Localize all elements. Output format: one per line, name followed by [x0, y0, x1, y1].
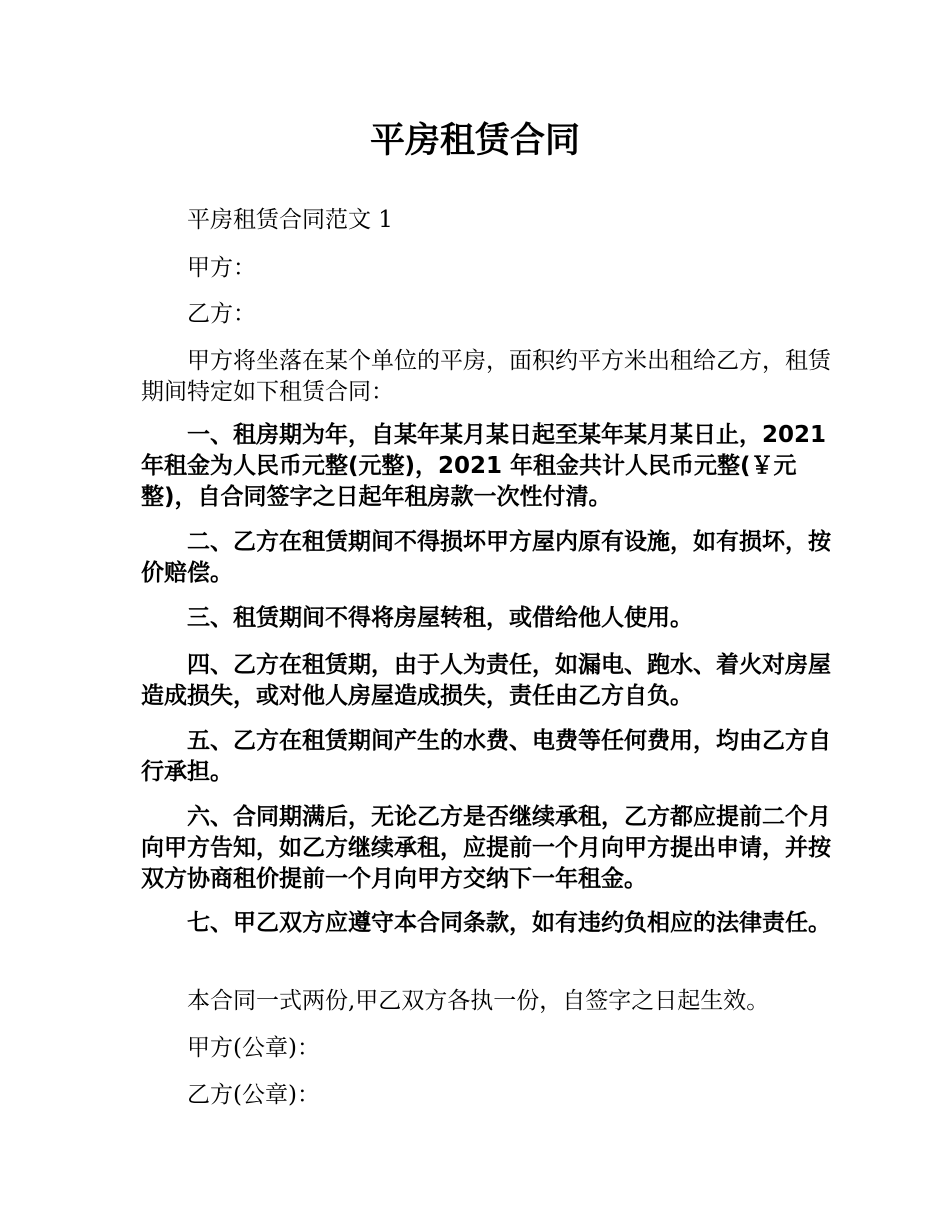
- document-title: 平房租赁合同: [369, 121, 580, 161]
- clause-7-paragraph: 七、甲乙双方应遵守本合同条款，如有违约负相应的法律责任。: [187, 910, 831, 936]
- closing-paragraph: 本合同一式两份,甲乙双方各执一份，自签字之日起生效。: [187, 988, 770, 1014]
- party-b-line: 乙方：: [187, 301, 256, 327]
- clause-4-paragraph: 四、乙方在租赁期，由于人为责任，如漏电、跑水、着火对房屋造成损失，或对他人房屋造成损失，责任由乙方自负。: [141, 652, 831, 709]
- clause-1-paragraph: 一、租房期为年，自某年某月某日起至某年某月某日止，2021 年租金为人民币元整(元整)，2021 年租金共计人民币元整(￥元整)，自合同签字之日起年租房款一次性付清。: [141, 422, 827, 510]
- clause-5-paragraph: 五、乙方在租赁期间产生的水费、电费等任何费用，均由乙方自行承担。: [141, 728, 831, 785]
- clause-2-paragraph: 二、乙方在租赁期间不得损坏甲方屋内原有设施，如有损坏，按价赔偿。: [141, 529, 831, 586]
- intro-paragraph: 甲方将坐落在某个单位的平房，面积约平方米出租给乙方，租赁期间特定如下租赁合同：: [141, 348, 831, 405]
- clause-3-paragraph: 三、租赁期间不得将房屋转租，或借给他人使用。: [187, 605, 693, 631]
- seal-b-line: 乙方(公章)：: [187, 1082, 320, 1108]
- seal-a-line: 甲方(公章)：: [187, 1035, 320, 1061]
- subtitle-paragraph: 平房租赁合同范文 1: [187, 207, 393, 233]
- party-a-line: 甲方：: [187, 255, 256, 281]
- clause-6-paragraph: 六、合同期满后，无论乙方是否继续承租，乙方都应提前二个月向甲方告知，如乙方继续承租，应提前一个月向甲方提出申请，并按双方协商租价提前一个月向甲方交纳下一年租金。: [141, 804, 831, 892]
